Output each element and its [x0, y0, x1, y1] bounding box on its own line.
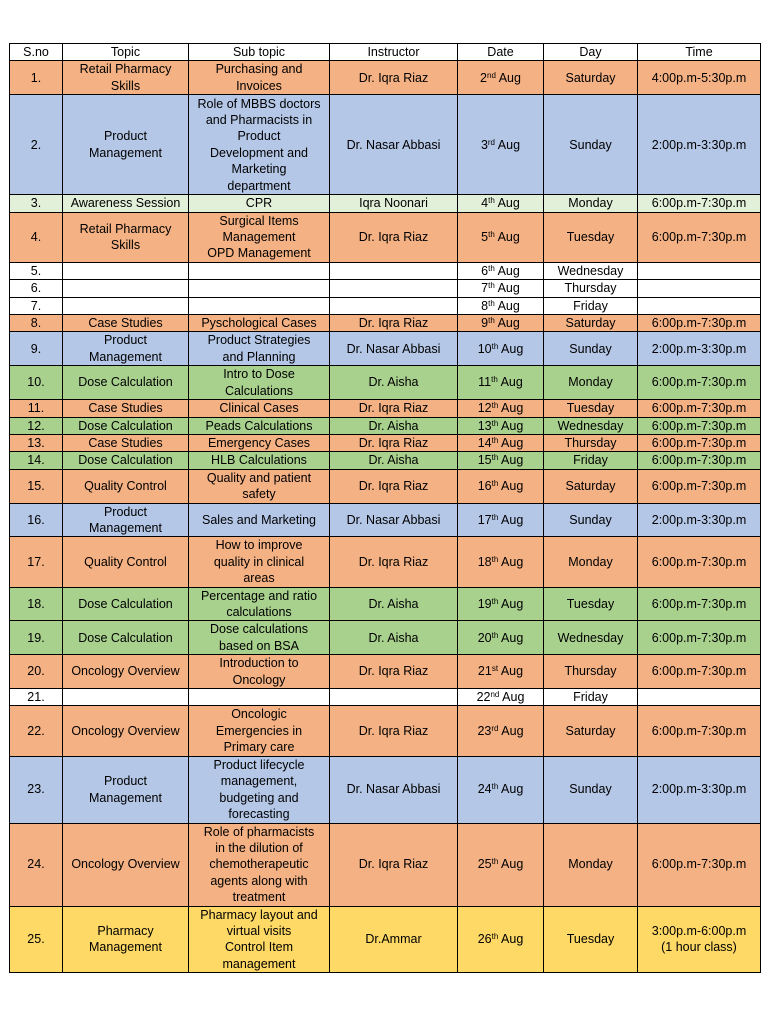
table-row — [10, 195, 761, 212]
topic-cell: Product Management — [63, 503, 189, 537]
date-ordinal-suffix: th — [488, 281, 495, 291]
topic-cell: Dose Calculation — [63, 366, 189, 400]
table-row — [10, 417, 761, 434]
date-cell — [458, 195, 544, 212]
date-ordinal-suffix: rd — [487, 137, 496, 147]
sno-cell: 2. — [10, 95, 63, 195]
date-cell — [458, 587, 544, 621]
sno-cell: 15. — [10, 469, 63, 503]
date-day-number: 20 — [477, 630, 492, 645]
table-row — [10, 400, 761, 417]
date-ordinal-suffix: th — [488, 298, 495, 308]
day-cell: Monday — [544, 366, 638, 400]
subtopic-cell — [189, 280, 330, 297]
topic-cell — [63, 297, 189, 314]
subtopic-cell — [189, 297, 330, 314]
date-ordinal-suffix: th — [491, 857, 499, 867]
date-cell — [458, 297, 544, 314]
day-cell: Thursday — [544, 655, 638, 689]
sno-cell: 7. — [10, 297, 63, 314]
instructor-cell: Dr. Iqra Riaz — [330, 537, 458, 587]
date-cell — [458, 655, 544, 689]
day-cell: Monday — [544, 195, 638, 212]
date-ordinal-suffix: th — [491, 453, 499, 463]
date-month: Aug — [498, 512, 524, 527]
time-cell: 6:00p.m-7:30p.m — [638, 823, 761, 906]
table-row — [10, 434, 761, 451]
topic-cell: Awareness Session — [63, 195, 189, 212]
day-cell: Tuesday — [544, 906, 638, 973]
date-month: Aug — [498, 418, 524, 433]
subtopic-cell: Product lifecycle management, budgeting and forecasting — [189, 756, 330, 823]
topic-cell: Retail Pharmacy Skills — [63, 61, 189, 95]
topic-cell: Product Management — [63, 95, 189, 195]
date-cell — [458, 315, 544, 332]
time-cell: 6:00p.m-7:30p.m — [638, 315, 761, 332]
date-ordinal-suffix: nd — [490, 690, 500, 699]
day-cell: Saturday — [544, 315, 638, 332]
day-cell: Monday — [544, 537, 638, 587]
time-cell: 6:00p.m-7:30p.m — [638, 587, 761, 621]
date-ordinal-suffix: th — [491, 782, 499, 792]
date-day-number: 8 — [481, 298, 489, 313]
sno-cell: 25. — [10, 906, 63, 973]
date-ordinal-suffix: st — [491, 664, 499, 674]
date-month: Aug — [498, 782, 524, 797]
sno-cell: 1. — [10, 61, 63, 95]
table-row — [10, 503, 761, 537]
date-ordinal-suffix: th — [491, 554, 499, 564]
table-row — [10, 689, 761, 706]
date-ordinal-suffix: th — [491, 375, 498, 385]
subtopic-cell: Sales and Marketing — [189, 503, 330, 537]
day-cell: Wednesday — [544, 262, 638, 279]
header-instructor: Instructor — [330, 44, 458, 61]
header-sno: S.no — [10, 44, 63, 61]
date-ordinal-suffix: th — [488, 316, 495, 326]
date-month: Aug — [498, 664, 524, 679]
topic-cell: Dose Calculation — [63, 452, 189, 469]
date-month: Aug — [498, 435, 524, 450]
time-cell: 6:00p.m-7:30p.m — [638, 434, 761, 451]
date-month: Aug — [498, 341, 524, 356]
date-cell — [458, 332, 544, 366]
day-cell: Wednesday — [544, 621, 638, 655]
time-cell: 3:00p.m-6:00p.m (1 hour class) — [638, 906, 761, 973]
date-day-number: 6 — [481, 263, 489, 278]
date-cell — [458, 706, 544, 756]
instructor-cell: Dr. Aisha — [330, 366, 458, 400]
table-row — [10, 655, 761, 689]
date-month: Aug — [498, 554, 524, 569]
time-cell: 6:00p.m-7:30p.m — [638, 195, 761, 212]
instructor-cell: Dr. Nasar Abbasi — [330, 503, 458, 537]
table-row — [10, 332, 761, 366]
schedule-body — [10, 61, 761, 973]
table-row — [10, 706, 761, 756]
sno-cell: 16. — [10, 503, 63, 537]
date-cell — [458, 537, 544, 587]
instructor-cell: Dr. Iqra Riaz — [330, 434, 458, 451]
date-cell — [458, 417, 544, 434]
table-row — [10, 906, 761, 973]
subtopic-cell: Introduction to Oncology — [189, 655, 330, 689]
header-subtopic: Sub topic — [189, 44, 330, 61]
date-ordinal-suffix: th — [491, 630, 499, 640]
time-cell: 6:00p.m-7:30p.m — [638, 452, 761, 469]
topic-cell: Dose Calculation — [63, 621, 189, 655]
instructor-cell: Dr. Iqra Riaz — [330, 400, 458, 417]
day-cell: Sunday — [544, 332, 638, 366]
instructor-cell — [330, 689, 458, 706]
instructor-cell: Iqra Noonari — [330, 195, 458, 212]
date-month: Aug — [495, 70, 521, 85]
topic-cell: Pharmacy Management — [63, 906, 189, 973]
topic-cell: Retail Pharmacy Skills — [63, 212, 189, 262]
date-day-number: 15 — [477, 453, 492, 468]
time-cell: 2:00p.m-3:30p.m — [638, 756, 761, 823]
subtopic-cell — [189, 689, 330, 706]
instructor-cell: Dr. Iqra Riaz — [330, 315, 458, 332]
date-ordinal-suffix: th — [488, 230, 495, 240]
instructor-cell: Dr. Aisha — [330, 417, 458, 434]
date-month: Aug — [498, 630, 524, 645]
time-cell: 2:00p.m-3:30p.m — [638, 503, 761, 537]
date-month: Aug — [498, 723, 524, 738]
subtopic-cell: Surgical Items Management OPD Management — [189, 212, 330, 262]
sno-cell: 18. — [10, 587, 63, 621]
date-cell — [458, 366, 544, 400]
date-day-number: 13 — [477, 418, 492, 433]
date-month: Aug — [494, 281, 520, 296]
table-row — [10, 366, 761, 400]
day-cell: Tuesday — [544, 587, 638, 621]
date-day-number: 16 — [477, 478, 492, 493]
sno-cell: 5. — [10, 262, 63, 279]
time-cell: 6:00p.m-7:30p.m — [638, 417, 761, 434]
table-row — [10, 756, 761, 823]
date-day-number: 7 — [481, 281, 489, 296]
time-cell: 6:00p.m-7:30p.m — [638, 655, 761, 689]
time-cell: 6:00p.m-7:30p.m — [638, 621, 761, 655]
topic-cell: Case Studies — [63, 400, 189, 417]
topic-cell: Oncology Overview — [63, 706, 189, 756]
time-cell: 6:00p.m-7:30p.m — [638, 400, 761, 417]
day-cell: Sunday — [544, 503, 638, 537]
date-ordinal-suffix: th — [491, 418, 499, 428]
sno-cell: 22. — [10, 706, 63, 756]
date-month: Aug — [494, 230, 520, 245]
topic-cell: Quality Control — [63, 469, 189, 503]
sno-cell: 17. — [10, 537, 63, 587]
instructor-cell: Dr. Nasar Abbasi — [330, 756, 458, 823]
sno-cell: 24. — [10, 823, 63, 906]
date-cell — [458, 95, 544, 195]
date-cell — [458, 823, 544, 906]
instructor-cell: Dr. Iqra Riaz — [330, 469, 458, 503]
date-month: Aug — [494, 263, 520, 278]
instructor-cell — [330, 297, 458, 314]
date-cell — [458, 621, 544, 655]
date-day-number: 24 — [477, 782, 492, 797]
date-ordinal-suffix: th — [491, 341, 499, 351]
time-cell: 6:00p.m-7:30p.m — [638, 537, 761, 587]
date-day-number: 9 — [481, 316, 489, 331]
instructor-cell: Dr. Iqra Riaz — [330, 823, 458, 906]
time-cell — [638, 689, 761, 706]
date-ordinal-suffix: th — [488, 263, 495, 273]
topic-cell — [63, 280, 189, 297]
table-row — [10, 95, 761, 195]
date-ordinal-suffix: th — [491, 478, 499, 488]
sno-cell: 8. — [10, 315, 63, 332]
instructor-cell: Dr. Iqra Riaz — [330, 61, 458, 95]
instructor-cell — [330, 280, 458, 297]
date-day-number: 19 — [477, 596, 492, 611]
subtopic-cell: CPR — [189, 195, 330, 212]
instructor-cell — [330, 262, 458, 279]
day-cell: Wednesday — [544, 417, 638, 434]
date-month: Aug — [494, 316, 520, 331]
topic-cell — [63, 689, 189, 706]
subtopic-cell: Pharmacy layout and virtual visits Control Item management — [189, 906, 330, 973]
header-row — [10, 44, 761, 61]
table-row — [10, 537, 761, 587]
topic-cell: Oncology Overview — [63, 655, 189, 689]
date-cell — [458, 756, 544, 823]
time-cell: 6:00p.m-7:30p.m — [638, 212, 761, 262]
instructor-cell: Dr. Nasar Abbasi — [330, 332, 458, 366]
day-cell: Thursday — [544, 434, 638, 451]
date-day-number: 2 — [480, 70, 487, 85]
topic-cell: Dose Calculation — [63, 587, 189, 621]
subtopic-cell: Emergency Cases — [189, 434, 330, 451]
subtopic-cell: How to improve quality in clinical areas — [189, 537, 330, 587]
time-cell: 6:00p.m-7:30p.m — [638, 366, 761, 400]
table-row — [10, 280, 761, 297]
subtopic-cell: Quality and patient safety — [189, 469, 330, 503]
date-day-number: 23 — [477, 723, 492, 738]
date-ordinal-suffix: th — [491, 512, 499, 522]
subtopic-cell: Intro to Dose Calculations — [189, 366, 330, 400]
date-ordinal-suffix: th — [491, 932, 499, 942]
date-day-number: 17 — [477, 512, 492, 527]
instructor-cell: Dr. Aisha — [330, 587, 458, 621]
date-month: Aug — [498, 453, 524, 468]
day-cell: Tuesday — [544, 400, 638, 417]
day-cell: Saturday — [544, 469, 638, 503]
date-month: Aug — [498, 596, 524, 611]
sno-cell: 23. — [10, 756, 63, 823]
day-cell: Saturday — [544, 61, 638, 95]
date-cell — [458, 906, 544, 973]
time-cell: 6:00p.m-7:30p.m — [638, 469, 761, 503]
subtopic-cell: Product Strategies and Planning — [189, 332, 330, 366]
schedule-table — [9, 43, 761, 973]
day-cell: Sunday — [544, 756, 638, 823]
topic-cell: Oncology Overview — [63, 823, 189, 906]
subtopic-cell: Percentage and ratio calculations — [189, 587, 330, 621]
sno-cell: 4. — [10, 212, 63, 262]
date-cell — [458, 262, 544, 279]
time-cell: 2:00p.m-3:30p.m — [638, 95, 761, 195]
date-day-number: 12 — [477, 401, 492, 416]
date-month: Aug — [497, 375, 523, 390]
subtopic-cell: HLB Calculations — [189, 452, 330, 469]
date-ordinal-suffix: th — [488, 196, 495, 206]
date-day-number: 18 — [477, 554, 492, 569]
sno-cell: 10. — [10, 366, 63, 400]
subtopic-cell: Peads Calculations — [189, 417, 330, 434]
time-cell — [638, 297, 761, 314]
date-month: Aug — [498, 478, 524, 493]
instructor-cell: Dr.Ammar — [330, 906, 458, 973]
date-day-number: 14 — [477, 435, 492, 450]
table-row — [10, 587, 761, 621]
date-ordinal-suffix: th — [491, 435, 499, 445]
day-cell: Monday — [544, 823, 638, 906]
sno-cell: 11. — [10, 400, 63, 417]
date-day-number: 26 — [477, 932, 492, 947]
sno-cell: 12. — [10, 417, 63, 434]
date-ordinal-suffix: rd — [491, 723, 499, 733]
date-day-number: 11 — [478, 375, 492, 390]
topic-cell: Quality Control — [63, 537, 189, 587]
date-ordinal-suffix: nd — [487, 70, 496, 80]
sno-cell: 6. — [10, 280, 63, 297]
sno-cell: 3. — [10, 195, 63, 212]
time-cell — [638, 280, 761, 297]
date-cell — [458, 503, 544, 537]
instructor-cell: Dr. Iqra Riaz — [330, 706, 458, 756]
subtopic-cell: Purchasing and Invoices — [189, 61, 330, 95]
date-month: Aug — [498, 932, 524, 947]
time-cell: 6:00p.m-7:30p.m — [638, 706, 761, 756]
date-day-number: 25 — [477, 857, 492, 872]
day-cell: Saturday — [544, 706, 638, 756]
header-date: Date — [458, 44, 544, 61]
topic-cell: Product Management — [63, 756, 189, 823]
date-day-number: 5 — [481, 230, 489, 245]
header-day: Day — [544, 44, 638, 61]
topic-cell: Product Management — [63, 332, 189, 366]
subtopic-cell: Role of pharmacists in the dilution of chemotherapeutic agents along with treatment — [189, 823, 330, 906]
time-cell — [638, 262, 761, 279]
topic-cell: Case Studies — [63, 434, 189, 451]
table-row — [10, 823, 761, 906]
date-cell — [458, 61, 544, 95]
instructor-cell: Dr. Aisha — [330, 452, 458, 469]
table-row — [10, 621, 761, 655]
instructor-cell: Dr. Iqra Riaz — [330, 212, 458, 262]
table-row — [10, 452, 761, 469]
subtopic-cell: Oncologic Emergencies in Primary care — [189, 706, 330, 756]
date-month: Aug — [494, 196, 520, 211]
date-cell — [458, 212, 544, 262]
time-cell: 2:00p.m-3:30p.m — [638, 332, 761, 366]
date-ordinal-suffix: th — [491, 401, 499, 411]
instructor-cell: Dr. Nasar Abbasi — [330, 95, 458, 195]
date-cell — [458, 280, 544, 297]
date-ordinal-suffix: th — [491, 596, 499, 606]
date-day-number: 4 — [481, 196, 489, 211]
table-row — [10, 315, 761, 332]
table-row — [10, 469, 761, 503]
instructor-cell: Dr. Iqra Riaz — [330, 655, 458, 689]
date-month: Aug — [494, 298, 520, 313]
date-day-number: 21 — [477, 664, 492, 679]
table-row — [10, 61, 761, 95]
date-cell — [458, 469, 544, 503]
subtopic-cell: Pyschological Cases — [189, 315, 330, 332]
day-cell: Tuesday — [544, 212, 638, 262]
sno-cell: 19. — [10, 621, 63, 655]
sno-cell: 14. — [10, 452, 63, 469]
date-month: Aug — [498, 857, 524, 872]
subtopic-cell: Clinical Cases — [189, 400, 330, 417]
date-month: Aug — [499, 690, 525, 704]
table-row — [10, 262, 761, 279]
date-day-number: 22 — [476, 690, 491, 704]
subtopic-cell: Role of MBBS doctors and Pharmacists in Product Development and Marketing department — [189, 95, 330, 195]
date-day-number: 10 — [477, 341, 492, 356]
date-day-number: 3 — [480, 137, 488, 152]
time-cell: 4:00p.m-5:30p.m — [638, 61, 761, 95]
date-cell — [458, 400, 544, 417]
day-cell: Friday — [544, 452, 638, 469]
sno-cell: 21. — [10, 689, 63, 706]
date-month: Aug — [495, 137, 521, 152]
date-cell — [458, 434, 544, 451]
header-time: Time — [638, 44, 761, 61]
date-cell — [458, 452, 544, 469]
table-row — [10, 212, 761, 262]
date-cell — [458, 689, 544, 706]
header-topic: Topic — [63, 44, 189, 61]
sno-cell: 13. — [10, 434, 63, 451]
day-cell: Friday — [544, 297, 638, 314]
topic-cell: Case Studies — [63, 315, 189, 332]
day-cell: Sunday — [544, 95, 638, 195]
subtopic-cell — [189, 262, 330, 279]
subtopic-cell: Dose calculations based on BSA — [189, 621, 330, 655]
topic-cell: Dose Calculation — [63, 417, 189, 434]
day-cell: Thursday — [544, 280, 638, 297]
sno-cell: 20. — [10, 655, 63, 689]
instructor-cell: Dr. Aisha — [330, 621, 458, 655]
day-cell: Friday — [544, 689, 638, 706]
sno-cell: 9. — [10, 332, 63, 366]
topic-cell — [63, 262, 189, 279]
date-month: Aug — [498, 401, 524, 416]
table-row — [10, 297, 761, 314]
